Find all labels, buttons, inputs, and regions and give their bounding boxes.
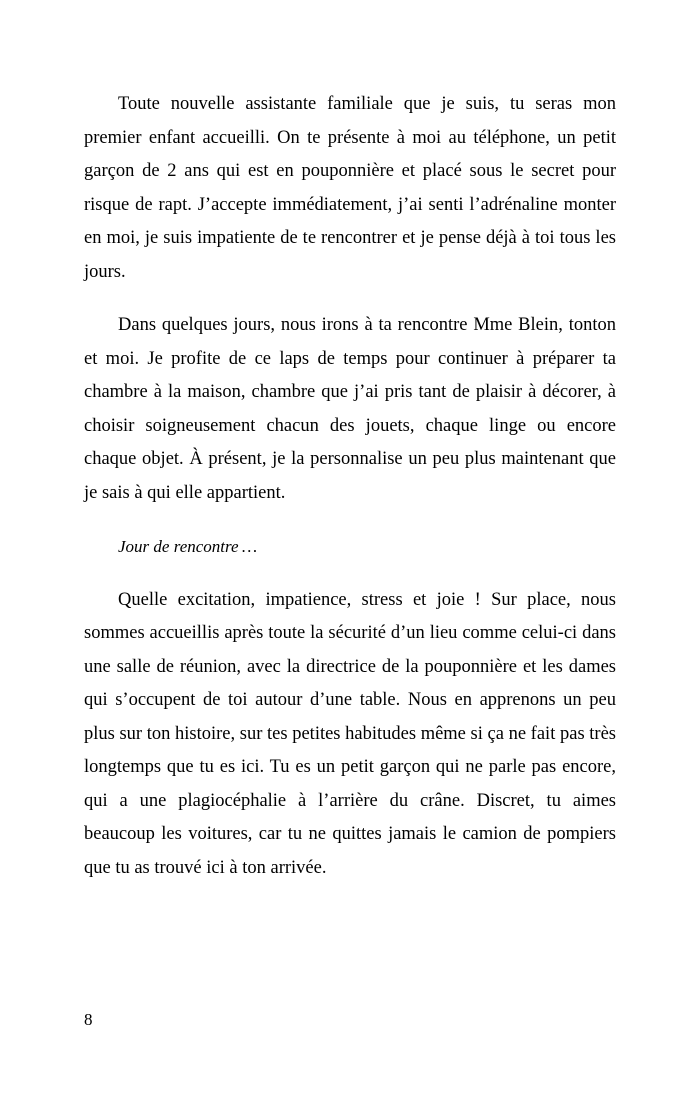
text-column — [84, 88, 616, 885]
page-number: 8 — [84, 1010, 93, 1029]
paragraph-3: Quelle excitation, impatience, stress et joie ! Sur place, nous sommes accueillis après toute la sécurité d’un lieu comme celui-ci dans une salle de réunion, avec la directrice de la pouponnière et les dames qui s’occupent de toi autour d’une table. Nous en apprenons un peu plus sur ton histoire, sur tes petites habitudes même si ça ne fait pas très longtemps que tu es ici. Tu es un petit garçon qui ne parle pas encore, qui a une plagiocéphalie à l’arrière du crâne. Discret, tu aimes beaucoup les voitures, car tu ne quittes jamais le camion de pompiers que tu as trouvé ici à ton arrivée. — [84, 589, 616, 878]
paragraph-2: Dans quelques jours, nous irons à ta rencontre Mme Blein, tonton et moi. Je profite de ce laps de temps pour continuer à préparer ta chambre à la maison, chambre que j’ai pris tant de plaisir à décorer, à choisir soigneusement chacun des jouets, chaque linge ou encore chaque objet. À présent, je la personnalise un peu plus maintenant que je sais à qui elle appartient. — [84, 315, 616, 503]
section-subheading: Jour de rencontre … — [118, 537, 258, 556]
paragraph-1: Toute nouvelle assistante familiale que je suis, tu seras mon premier enfant accueilli. On te présente à moi au téléphone, un petit garçon de 2 ans qui est en pouponnière et placé sous le secret pour risque de rapt. J’accepte immédiatement, j’ai senti l’adrénaline monter en moi, je suis impatiente de te rencontrer et je pense déjà à toi tous les jours. — [84, 94, 616, 282]
